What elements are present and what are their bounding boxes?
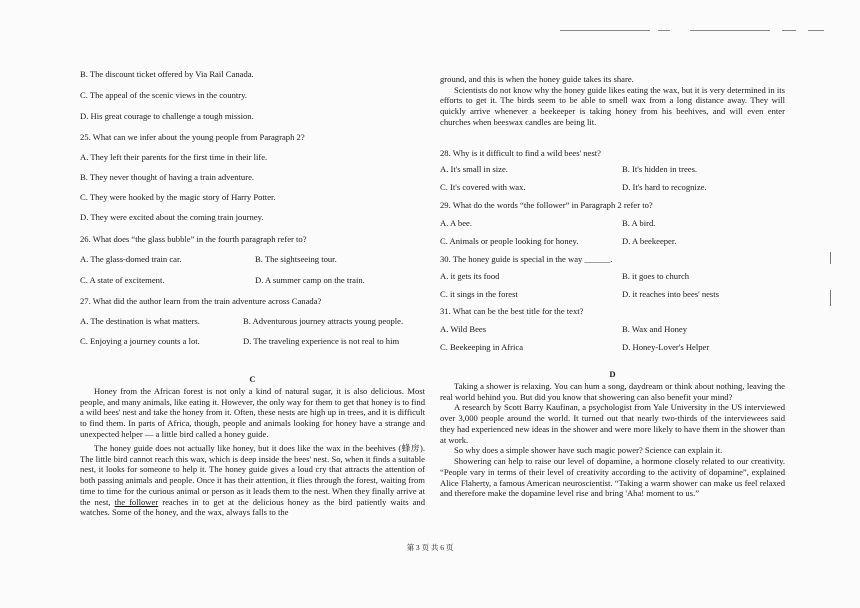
c-paragraph-3: Scientists do not know why the honey guide likes eating the wax, but it is very determined in its efforts to get it. The birds seem to be able to smell wax from a long distance away. They will quickly arrive whenever a beekeeper is taking honey from his beehives, and will even enter churches when beeswax candles are being lit. — [440, 84, 785, 127]
q31-option-a: A. Wild Bees — [440, 324, 487, 334]
q25-option-a: A. They left their parents for the first time in their life. — [80, 152, 268, 162]
q30-option-b: B. it goes to church — [622, 271, 690, 281]
q28-option-a: A. It's small in size. — [440, 164, 508, 174]
section-d-title: D — [609, 369, 616, 379]
q26-option-b: B. The sightseeing tour. — [255, 254, 337, 264]
page-number: 第 3 页 共 6 页 — [406, 543, 454, 552]
c-paragraph-2-part-b: reaches in to get at the delicious honey as the bird patiently waits and watches. Some of the honey, and the wax, always falls to the — [80, 496, 425, 518]
q28-stem: 28. Why is it difficult to find a wild bees' nest? — [440, 148, 601, 158]
d-paragraph-1: Taking a shower is relaxing. You can hum a song, daydream or think about nothing, leaving the real world behind you. But did you know that showering can also benefit your mind? — [440, 381, 785, 402]
q31-option-b: B. Wax and Honey — [622, 324, 688, 334]
q31-option-d: D. Honey-Lover's Helper — [622, 342, 710, 352]
d-paragraph-3: So why does a simple shower have such magic power? Science can explain it. — [454, 445, 723, 456]
q30-option-d: D. it reaches into bees' nests — [622, 289, 720, 299]
header-rule — [560, 30, 650, 31]
c-paragraph-1 — [80, 386, 425, 440]
margin-mark — [830, 252, 831, 264]
margin-mark — [830, 290, 831, 306]
c-paragraph-2-text — [80, 443, 425, 518]
q24-option-d: D. His great courage to challenge a tough mission. — [80, 111, 254, 121]
d-paragraph-2: A research by Scott Barry Kaufinan, a psychologist from Yale University in the US interviewed over 3,000 people around the world. It turned out that nearly two-thirds of the interviewees said they had experienced new ideas in the shower and were more likely to have them in the shower than at work. — [440, 402, 785, 445]
q26-option-a: A. The glass-domed train car. — [80, 254, 182, 264]
q30-option-c: C. it sings in the forest — [440, 289, 518, 299]
q29-option-b: B. A bird. — [622, 218, 656, 228]
q27-option-d: D. The traveling experience is not real to him — [243, 336, 400, 346]
q26-stem: 26. What does “the glass bubble” in the fourth paragraph refer to? — [80, 234, 307, 244]
header-rule — [782, 30, 796, 31]
c-paragraph-1-text: Honey from the African forest is not only a kind of natural sugar, it is also delicious. Most people, and many animals, like eating it. However, the only way for them to get that honey is to find a wild bees' nest and take the honey from it. Often, these nests are high up in trees, and it is difficult to find them. In parts of Africa, though, people and animals looking for honey have a strange and unexpected helper — a little bird called a honey guide. — [80, 386, 425, 439]
q25-option-c: C. They were hooked by the magic story of Harry Potter. — [80, 192, 276, 202]
q25-stem: 25. What can we infer about the young people from Paragraph 2? — [80, 132, 305, 142]
q24-option-b: B. The discount ticket offered by Via Rail Canada. — [80, 69, 254, 79]
q27-option-b: B. Adventurous journey attracts young people. — [243, 316, 404, 326]
q28-option-d: D. It's hard to recognize. — [622, 182, 707, 192]
q31-stem: 31. What can be the best title for the text? — [440, 306, 584, 316]
q27-option-c: C. Enjoying a journey counts a lot. — [80, 336, 200, 346]
q24-option-c: C. The appeal of the scenic views in the country. — [80, 90, 248, 100]
c-continuation — [440, 74, 785, 128]
c-continuation-text: ground, and this is when the honey guide takes its share. — [440, 74, 634, 84]
q26-option-d: D. A summer camp on the train. — [255, 275, 365, 285]
q31-option-c: C. Beekeeping in Africa — [440, 342, 524, 352]
q30-option-a: A. it gets its food — [440, 271, 500, 281]
q25-option-b: B. They never thought of having a train adventure. — [80, 172, 255, 182]
d-paragraph-4: Showering can help to raise our level of dopamine, a hormone closely related to our creativity. “People vary in terms of their level of creativity according to the activity of dopamine”, explained Alice Flaherty, a famous American neuroscientist. “Taking a warm shower can make us feel relaxed and therefore make the dopamine level rise and bring 'Aha! moment to us.” — [440, 456, 785, 499]
header-rule — [690, 30, 770, 31]
q29-option-a: A. A bee. — [440, 218, 472, 228]
section-c-title: C — [249, 374, 256, 384]
header-rule — [808, 30, 824, 31]
q27-option-a: A. The destination is what matters. — [80, 316, 200, 326]
c-paragraph-2 — [80, 443, 425, 518]
q30-stem: 30. The honey guide is special in the way ______. — [440, 254, 613, 264]
q29-stem: 29. What do the words “the follower” in Paragraph 2 refer to? — [440, 200, 653, 210]
q29-option-d: D. A beekeeper. — [622, 236, 677, 246]
q27-stem: 27. What did the author learn from the train adventure across Canada? — [80, 296, 322, 306]
q25-option-d: D. They were excited about the coming train journey. — [80, 212, 264, 222]
underlined-the-follower: the follower — [114, 496, 159, 507]
q28-option-b: B. It's hidden in trees. — [622, 164, 698, 174]
c-paragraph-2-part-a: The honey guide does not actually like honey, but it does like the wax in the beehives (蜂房). The little bird cannot reach this wax, which is deep inside the bees' nest. So, when it finds a suitable nest, it looks for someone to help it. The honey guide gives a loud cry that attracts the attention of both passing animals and people. Once it has their attention, it flies through the forest, waiting from time to time for the curious animal or person as it leads them to the nest. When they finally arrive at the nest, — [80, 443, 425, 507]
header-rule — [658, 30, 670, 31]
q28-option-c: C. It's covered with wax. — [440, 182, 526, 192]
q29-option-c: C. Animals or people looking for honey. — [440, 236, 579, 246]
d-paragraphs — [440, 381, 785, 499]
q26-option-c: C. A state of excitement. — [80, 275, 165, 285]
